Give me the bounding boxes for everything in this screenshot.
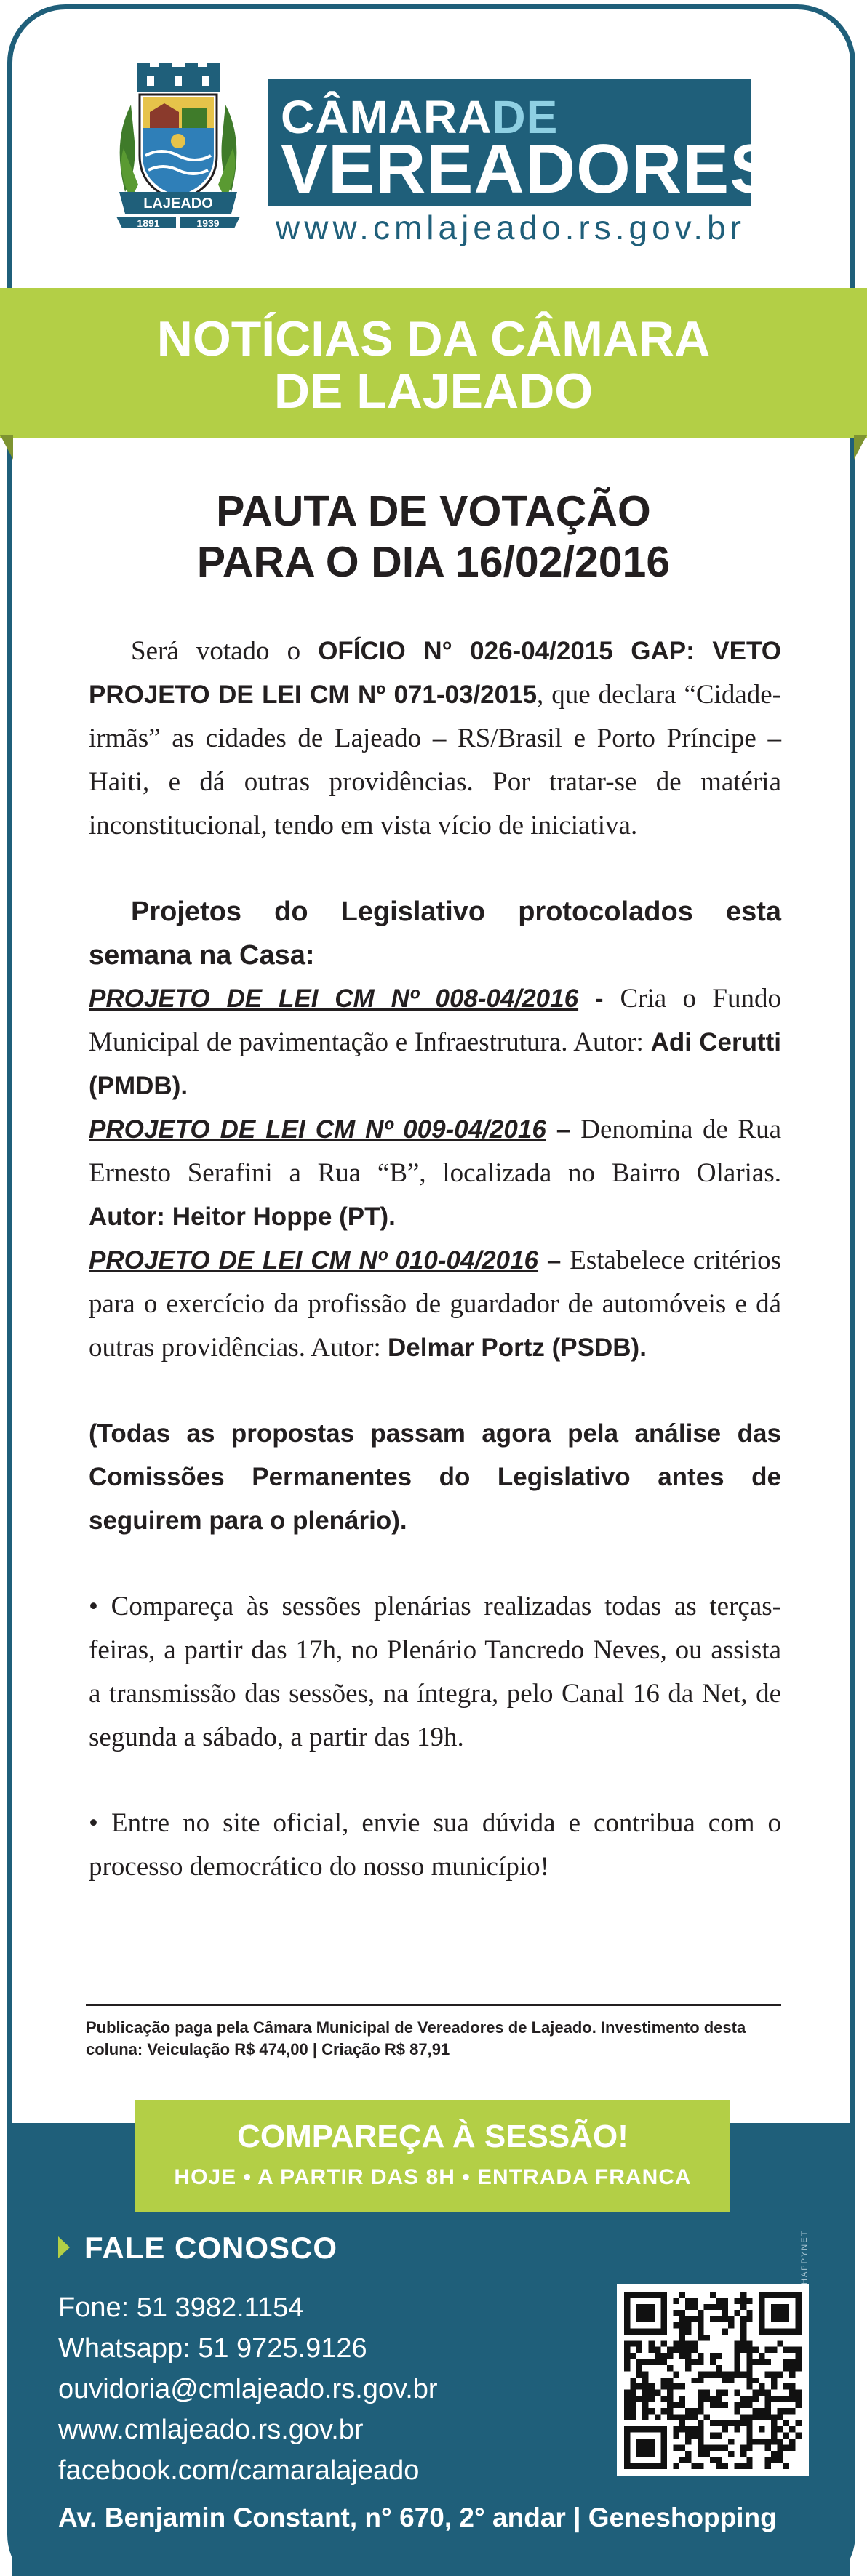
- banner-title-line1: NOTÍCIAS DA CÂMARA: [156, 311, 711, 366]
- divider: [86, 2004, 781, 2006]
- project-ref: PROJETO DE LEI CM Nº 010-04/2016: [89, 1246, 539, 1275]
- banner-fold-right: [854, 435, 867, 460]
- cta-subtitle: HOJE • A PARTIR DAS 8H • ENTRADA FRANCA: [174, 2165, 692, 2189]
- project-author: Autor: Heitor Hoppe (PT).: [89, 1203, 396, 1231]
- header-website: www.cmlajeado.rs.gov.br: [276, 209, 746, 246]
- website-bullet: • Entre no site oficial, envie sua dúvida e contribua com o processo democrático do nosso município!: [89, 1808, 781, 1882]
- contact-title: FALE CONOSCO: [84, 2231, 338, 2265]
- project-sep: –: [546, 1115, 581, 1144]
- publication-note: Publicação paga pela Câmara Municipal de Vereadores de Lajeado. Investimento desta coluna: Veiculação R$ 474,00 | Criação R$ 87,91: [86, 2018, 746, 2058]
- crest-year-right: 1939: [196, 217, 220, 229]
- contact-email[interactable]: ouvidoria@cmlajeado.rs.gov.br: [58, 2374, 438, 2404]
- project-item: [89, 977, 781, 1108]
- banner-title: [0, 313, 867, 417]
- brand-camara: CÂMARA: [281, 91, 492, 143]
- project-text: Cria o Fundo Municipal de pavimentação e Infraestrutura. Autor:: [89, 984, 782, 1057]
- project-item: [89, 1108, 781, 1239]
- triangle-right-icon: [58, 2236, 70, 2258]
- contact-phone: Fone: 51 3982.1154: [58, 2292, 304, 2323]
- brand-de: DE: [492, 91, 559, 143]
- project-text: Denomina de Rua Ernesto Serafini a Rua “B”, localizada no Bairro Olarias.: [89, 1115, 781, 1188]
- banner-title-line2: DE LAJEADO: [273, 364, 594, 419]
- municipal-coat-of-arms-icon: [109, 61, 247, 230]
- project-sep: -: [578, 984, 620, 1013]
- session-cta: [135, 2100, 730, 2212]
- headline-line2: PARA O DIA 16/02/2016: [196, 538, 671, 586]
- page-title: [73, 486, 794, 587]
- project-item: [89, 1239, 781, 1370]
- address: Av. Benjamin Constant, n° 670, 2° andar | Geneshopping: [58, 2503, 777, 2532]
- banner-fold-left: [0, 435, 13, 460]
- project-text: Estabelece critérios para o exercício da profissão de guardador de automóveis e dá outras providências. Autor:: [89, 1245, 781, 1363]
- section-title: Projetos do Legislativo protocolados esta semana na Casa:: [89, 896, 781, 971]
- qr-code-icon: [624, 2292, 802, 2469]
- contact-whatsapp: Whatsapp: 51 9725.9126: [58, 2333, 367, 2364]
- project-ref: PROJETO DE LEI CM Nº 009-04/2016: [89, 1115, 546, 1144]
- cta-title: COMPAREÇA À SESSÃO!: [237, 2119, 628, 2154]
- vote-document-ref: OFÍCIO N° 026-04/2015 GAP: VETO PROJETO DE LEI CM Nº 071-03/2015: [89, 637, 781, 709]
- sessions-bullet: • Compareça às sessões plenárias realizadas todas as terças-feiras, a partir das 17h, no Plenário Tancredo Neves, ou assista a transmissão das sessões, na íntegra, pelo Canal 16 da Net, de segunda a sábado, a partir das 19h.: [89, 1592, 781, 1752]
- commission-note: (Todas as propostas passam agora pela análise das Comissões Permanentes do Legislativo antes de seguirem para o plenário).: [89, 1419, 781, 1535]
- vote-paragraph: [89, 630, 781, 848]
- project-sep: –: [538, 1246, 570, 1275]
- designer-credit: HAPPYNET: [800, 2229, 809, 2284]
- contact-facebook[interactable]: facebook.com/camaralajeado: [58, 2455, 420, 2486]
- headline-line1: PAUTA DE VOTAÇÃO: [216, 487, 651, 535]
- crest-year-left: 1891: [137, 217, 160, 229]
- brand-vereadores: VEREADORES: [281, 130, 778, 208]
- project-ref: PROJETO DE LEI CM Nº 008-04/2016: [89, 984, 579, 1013]
- contact-list: [58, 2287, 524, 2491]
- vote-intro: Será votado o: [131, 636, 319, 666]
- project-author: Adi Cerutti (PMDB).: [89, 1028, 781, 1100]
- contact-website[interactable]: www.cmlajeado.rs.gov.br: [58, 2415, 364, 2445]
- vote-description: , que declara “Cidade-irmãs” as cidades de Lajeado – RS/Brasil e Porto Príncipe – Haiti, e dá outras providências. Por tratar-se de matéria inconstitucional, tendo em vista vício de iniciativa.: [89, 680, 782, 840]
- crest-ribbon-text: LAJEADO: [143, 196, 213, 212]
- article-body: [89, 630, 781, 1889]
- project-author: Delmar Portz (PSDB).: [388, 1333, 647, 1362]
